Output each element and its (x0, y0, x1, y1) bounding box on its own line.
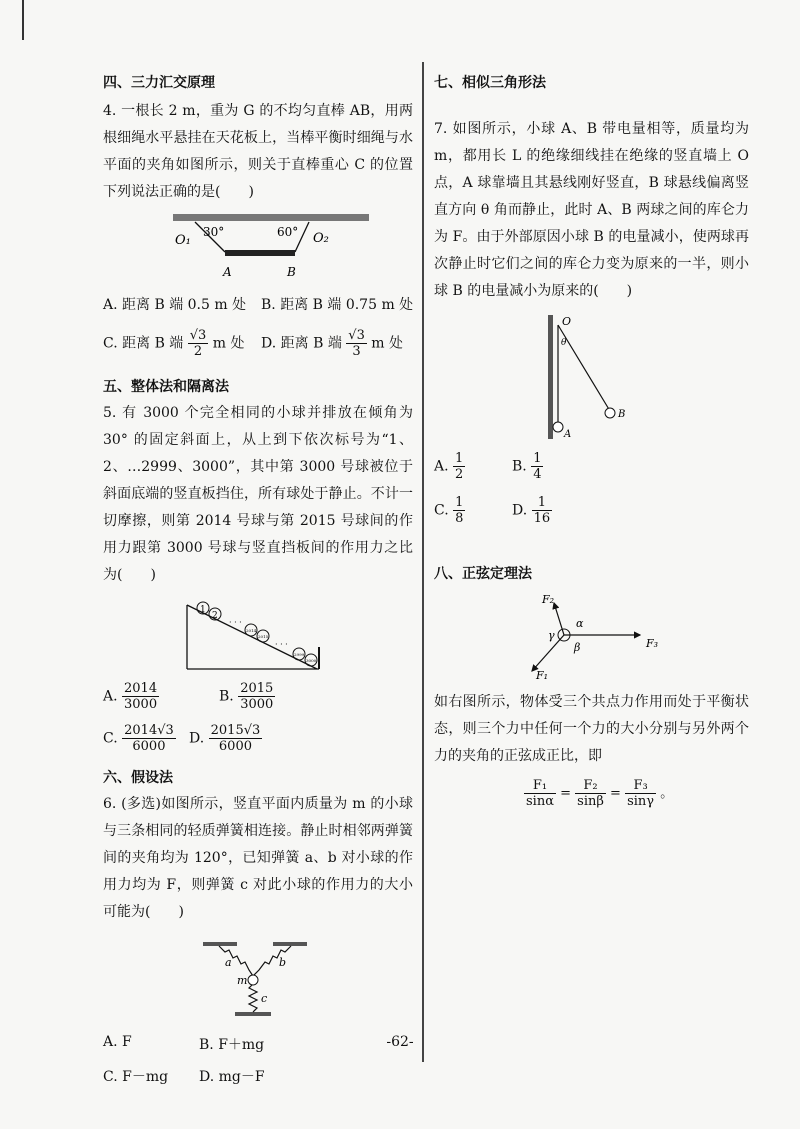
mount-left (203, 942, 237, 946)
question-6-figure (201, 940, 311, 1020)
spring-c (249, 984, 257, 1012)
label-60deg: 60° (277, 225, 299, 239)
ceiling (173, 214, 369, 221)
ball-2-label: 2 (212, 611, 218, 621)
label-o1: O₁ (175, 233, 191, 248)
label-a: A (223, 265, 232, 279)
mount-bottom (235, 1012, 271, 1016)
option-d[interactable]: D. mg－F (199, 1069, 265, 1085)
section-7-title: 七、相似三角形法 (434, 75, 546, 91)
option-a[interactable]: A. 距离 B 端 0.5 m 处 (103, 297, 247, 313)
option-b[interactable]: B. $\frac{1}{4}$ (512, 451, 542, 482)
option-c[interactable]: C. F－mg (103, 1069, 169, 1085)
label-theta: θ (561, 338, 567, 348)
ball-2014-label: 2014 (246, 628, 257, 633)
ball-m (248, 975, 258, 985)
label-b: B (618, 409, 626, 420)
label-gamma: γ (548, 629, 555, 642)
section-8 (434, 563, 749, 809)
dots: · · · (229, 618, 242, 627)
ball-1-label: 1 (200, 605, 206, 615)
option-b[interactable]: B. $\frac{2015}{3000}$ (219, 681, 274, 712)
question-7-options (434, 447, 749, 539)
right-column (434, 62, 749, 809)
option-c[interactable]: C. $\frac{1}{8}$ (434, 495, 464, 526)
option-a[interactable]: A. $\frac{1}{2}$ (434, 451, 464, 482)
label-alpha: α (576, 617, 584, 630)
option-c[interactable]: C. $\frac{2014√3}{6000}$ (103, 723, 174, 754)
question-7-text: 7. 如图所示，小球 A、B 带电量相等，质量均为 m，都用长 L 的绝缘细线挂在绝缘的竖直墙上 O 点，A 球靠墙且其悬线刚好竖直，B 球悬线偏离竖直方向 θ 角而静止，此时 A、B 两球之间的库仑力为 F。由于外部原因小球 B 的电量减小，使两球再次静止时它们之间的库仑力变为原来的一半，则小球 B 的电量减小为原来的( ) (434, 121, 749, 299)
label-30deg: 30° (203, 225, 225, 239)
label-f2: F₂ (542, 593, 555, 606)
option-d[interactable]: D. $\frac{1}{16}$ (512, 495, 551, 526)
label-a: a (225, 956, 232, 969)
sine-rule-formula: $\frac{\text{F₁}}{\sin\alpha}$ = $\frac{\text{F₂}}{\sin\beta}$ = $\frac{\text{F₃}}{\sin\gamma}$ 。 (526, 778, 674, 809)
label-b: B (287, 265, 296, 279)
option-a[interactable]: A. $\frac{2014}{3000}$ (103, 681, 158, 712)
section-4-title: 四、三力汇交原理 (103, 75, 215, 91)
sine-rule-text: 如右图所示，物体受三个共点力作用而处于平衡状态，则三个力中任何一个力的大小分别与另外两个力的夹角的正弦成正比，即 (434, 694, 749, 764)
left-column (103, 62, 413, 1098)
section-6-title: 六、假设法 (103, 770, 173, 786)
question-5-text: 5. 有 3000 个完全相同的小球并排放在倾角为 30° 的固定斜面上，从上到下依次标号为“1、2、…2999、3000”，其中第 3000 号球被位于斜面底端的竖直板挡住，所有球处于静止。不计一切摩擦，则第 2014 号球与第 2015 号球间的作用力跟第 3000 号球与竖直挡板间的作用力之比为( ) (103, 405, 413, 583)
section-8-title: 八、正弦定理法 (434, 566, 532, 582)
label-beta: β (574, 641, 581, 654)
column-divider (422, 62, 424, 1062)
ball-2999-label: 2999 (294, 652, 305, 657)
option-c[interactable]: C. 距离 B 端 $\frac{√3}{2}$ m 处 (103, 328, 245, 359)
ball-b (605, 408, 615, 418)
ball-a (553, 422, 563, 432)
label-a: A (564, 429, 572, 440)
wall (548, 315, 553, 439)
mount-right (273, 942, 307, 946)
ball-3000-label: 3000 (306, 658, 317, 663)
rod-ab (225, 250, 295, 256)
label-o: O (562, 315, 572, 328)
ball-2015-label: 2015 (258, 634, 269, 639)
margin-line (22, 0, 24, 40)
question-6-text: 6. (多选)如图所示，竖直平面内质量为 m 的小球与三条相同的轻质弹簧相连接。静止时相邻两弹簧间的夹角均为 120°，已知弹簧 a、b 对小球的作用力均为 F，则弹簧 c 对此小球的作用力的大小可能为( ) (103, 796, 413, 920)
label-f3: F₃ (646, 637, 659, 650)
label-m: m (237, 974, 248, 987)
section-5-title: 五、整体法和隔离法 (103, 379, 229, 395)
sine-rule-figure (514, 591, 664, 681)
label-b: b (279, 956, 287, 969)
dots-2: · · · (275, 640, 288, 649)
section-5 (103, 376, 413, 767)
option-d[interactable]: D. 距离 B 端 $\frac{√3}{3}$ m 处 (261, 328, 404, 359)
page-number: -62- (386, 1034, 414, 1050)
question-5-figure (185, 601, 325, 671)
option-b[interactable]: B. 距离 B 端 0.75 m 处 (261, 297, 414, 313)
section-7 (434, 72, 749, 539)
question-5-options (103, 677, 413, 767)
section-4 (103, 72, 413, 370)
force-f2 (554, 603, 564, 635)
question-4-figure (171, 212, 371, 284)
question-4-options (103, 286, 413, 370)
option-d[interactable]: D. $\frac{2015√3}{6000}$ (189, 723, 261, 754)
label-c: c (261, 992, 268, 1005)
label-o2: O₂ (313, 231, 329, 246)
option-b[interactable]: B. F＋mg (199, 1037, 265, 1053)
option-a[interactable]: A. F (103, 1034, 132, 1050)
question-7-figure (544, 313, 654, 443)
question-4-text: 4. 一根长 2 m，重为 G 的不均匀直棒 AB，用两根细绳水平悬挂在天花板上，当棒平衡时细绳与水平面的夹角如图所示，则关于直棒重心 C 的位置下列说法正确的是( ) (103, 103, 413, 200)
label-f1: F₁ (536, 669, 549, 681)
